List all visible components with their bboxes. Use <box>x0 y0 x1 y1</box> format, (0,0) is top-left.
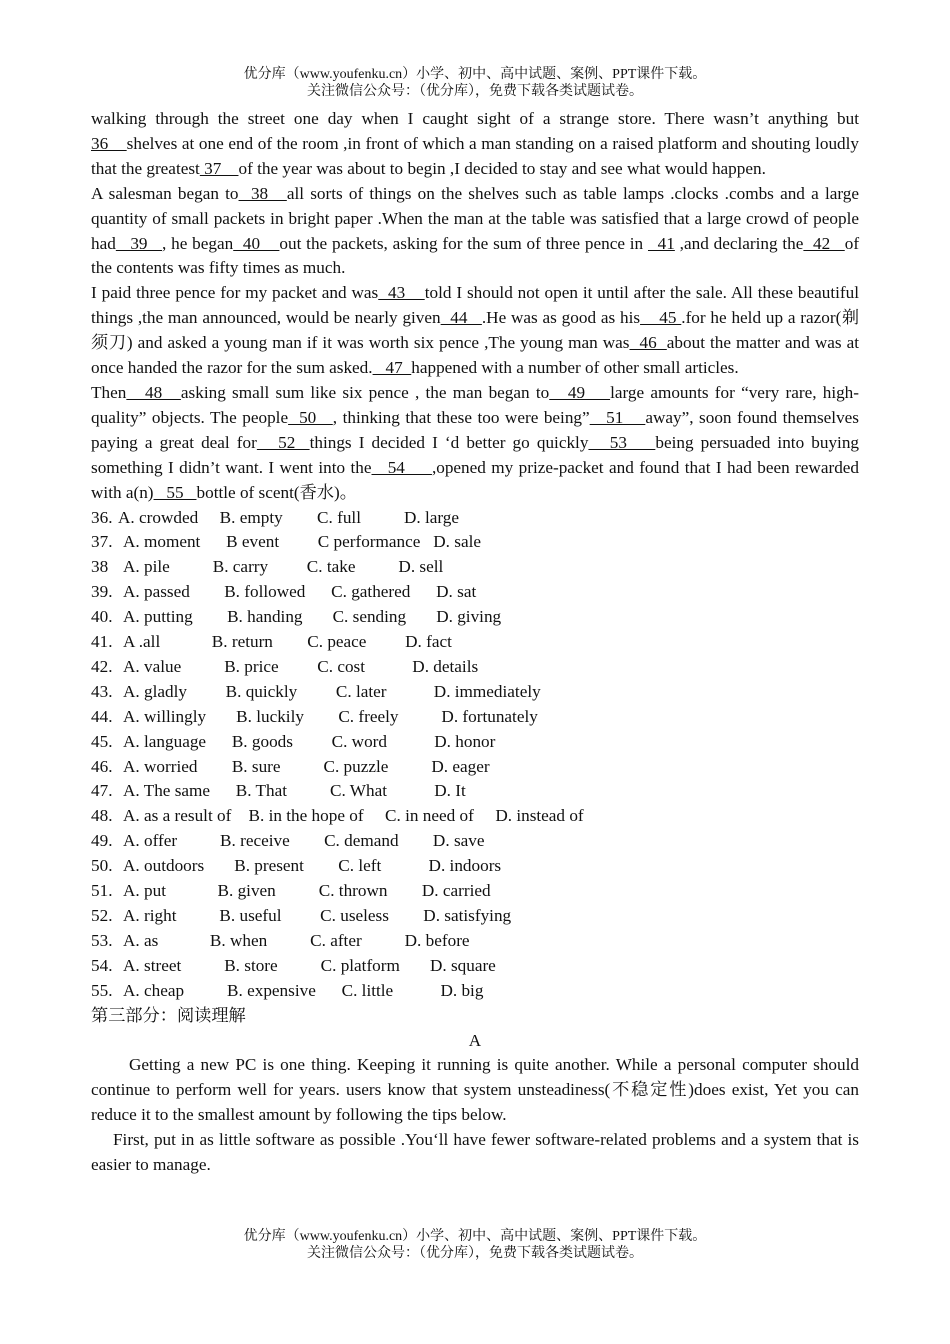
question-options: A. value B. price C. cost D. details <box>123 656 479 676</box>
question-number: 41. <box>91 632 113 652</box>
question-number: 44. <box>91 706 113 726</box>
blank: 38 <box>238 183 287 203</box>
question-row <box>91 630 859 655</box>
blank: 53 <box>588 432 656 452</box>
blank: 52 <box>256 432 310 452</box>
blank: 47 <box>372 358 412 378</box>
blank: 54 <box>371 457 432 477</box>
question-row <box>91 605 859 630</box>
passage-paragraph <box>91 107 859 182</box>
blank: 41 <box>647 233 675 253</box>
question-number: 42. <box>91 656 113 676</box>
question-number: 37. <box>91 532 113 552</box>
question-options: A. moment B event C performance D. sale <box>123 532 481 552</box>
question-row <box>91 904 859 929</box>
passage-text: bottle of scent(香水)。 <box>196 482 357 502</box>
question-options: A. street B. store C. platform D. square <box>123 955 496 975</box>
question-options: A. outdoors B. present C. left D. indoors <box>123 856 502 876</box>
question-options: A. offer B. receive C. demand D. save <box>123 831 485 851</box>
passage-text: walking through the street one day when I caught sight of a strange store. There wasn’t anything but <box>91 109 859 128</box>
question-options: A. The same B. That C. What D. It <box>123 781 466 801</box>
header-line-2: 关注微信公众号：（优分库），免费下载各类试题试卷。 <box>307 84 643 99</box>
question-number: 55. <box>91 980 113 1000</box>
passage-text: .for he held up a razor(剃须刀) and asked a young man if it was worth six pence ,The young man was <box>91 308 860 353</box>
passage-text: about the matter and was at once handed the razor for the sum asked. <box>91 333 859 378</box>
blank: 51 <box>589 407 646 427</box>
blank: 49 <box>549 382 611 402</box>
reading-paragraph: Getting a new PC is one thing. Keeping it running is quite another. While a personal computer should continue to perform well for years. users know that system unsteadiness(不稳定性)does exist, Yet you can reduce it to the smallest amount by following the tips below. <box>91 1055 859 1125</box>
passage-text: asking small sum like six pence , the man began to <box>180 382 550 402</box>
blank: 42 <box>803 233 845 253</box>
question-row <box>91 555 859 580</box>
cloze-questions <box>91 506 859 1004</box>
blank: 46 <box>629 333 667 353</box>
reading-paragraph: First, put in as little software as possible .You‘ll have fewer software-related problems and a system that is easier to manage. <box>91 1130 859 1175</box>
blank: 45 <box>640 308 682 328</box>
blank: 43 <box>378 283 425 303</box>
question-row <box>91 954 859 979</box>
passage-text: things I decided I ‘d better go quickly <box>309 432 589 452</box>
question-options: A. language B. goods C. word D. honor <box>123 731 496 751</box>
passage-text: all sorts of things on the shelves such as table lamps .clocks .combs and a large quantity of small packets in bright paper .When the man at the table was satisfied that a large crowd of people had <box>91 183 859 253</box>
question-row <box>91 580 859 605</box>
passage-text: being persuaded into buying something I didn’t want. I went into the <box>91 432 860 477</box>
blank: 48 <box>126 382 181 402</box>
passage-text: away”, soon found themselves paying a great deal for <box>91 407 859 452</box>
question-number: 46. <box>91 756 113 776</box>
blank: 36 <box>91 133 127 153</box>
blank: 44 <box>440 308 482 328</box>
question-number: 36. <box>91 507 113 527</box>
question-options: A. willingly B. luckily C. freely D. fortunately <box>123 706 538 726</box>
question-number: 48. <box>91 806 113 826</box>
question-number: 53. <box>91 930 113 950</box>
passage-text: shelves at one end of the room ,in front of which a man standing on a raised platform and shouting loudly that the greatest <box>91 133 860 178</box>
question-options: A. pile B. carry C. take D. sell <box>123 557 444 577</box>
passage-text: happened with a number of other small articles. <box>411 358 739 378</box>
question-number: 38 <box>91 557 109 577</box>
question-row <box>91 530 859 555</box>
page-footer <box>0 1228 950 1262</box>
passage-text: told I should not open it until after the sale. All these beautiful things ,the man announced, would be nearly given <box>91 283 859 328</box>
question-row <box>91 879 859 904</box>
section-title: 第三部分：阅读理解 <box>91 1005 246 1025</box>
passage-text: .He was as good as his <box>481 308 641 328</box>
question-options: A. as a result of B. in the hope of C. in need of D. instead of <box>123 806 584 826</box>
question-number: 47. <box>91 781 113 801</box>
question-options: A. put B. given C. thrown D. carried <box>123 881 491 901</box>
blank: 39 <box>115 233 162 253</box>
passage-text: Then <box>91 382 127 402</box>
question-number: 39. <box>91 582 113 602</box>
passage-text: of the year was about to begin ,I decided to stay and see what would happen. <box>238 158 766 178</box>
question-row <box>91 979 859 1004</box>
header-line-1: 优分库（www.youfenku.cn）小学、初中、高中试题、案例、PPT课件下载。 <box>243 67 707 82</box>
question-options: A. worried B. sure C. puzzle D. eager <box>123 756 490 776</box>
question-options: A. crowded B. empty C. full D. large <box>118 507 459 527</box>
question-row <box>91 755 859 780</box>
question-number: 40. <box>91 607 113 627</box>
question-number: 54. <box>91 955 113 975</box>
question-number: 50. <box>91 856 113 876</box>
passage-text: out the packets, asking for the sum of three pence in <box>279 233 648 253</box>
question-row <box>91 730 859 755</box>
passage-text: large amounts for “very rare, high-quality” objects. The people <box>91 382 860 427</box>
question-options: A. cheap B. expensive C. little D. big <box>123 980 484 1000</box>
blank: 37 <box>199 158 239 178</box>
passage-text: ,opened my prize-packet and found that I had been rewarded with a(n) <box>91 457 860 502</box>
passage-paragraph <box>91 381 859 506</box>
question-number: 51. <box>91 881 113 901</box>
question-row <box>91 680 859 705</box>
question-options: A. putting B. handing C. sending D. giving <box>123 607 502 627</box>
question-row <box>91 854 859 879</box>
blank: 50 <box>288 407 333 427</box>
question-number: 43. <box>91 681 113 701</box>
document-body <box>91 107 859 1178</box>
question-row <box>91 804 859 829</box>
question-options: A .all B. return C. peace D. fact <box>123 632 452 652</box>
passage-text: , he began <box>162 233 234 253</box>
question-number: 49. <box>91 831 113 851</box>
passage-text: , thinking that these too were being” <box>332 407 590 427</box>
blank: 55 <box>153 482 197 502</box>
page-header <box>0 66 950 100</box>
passage-paragraph <box>91 281 859 381</box>
question-number: 52. <box>91 906 113 925</box>
question-options: A. passed B. followed C. gathered D. sat <box>123 582 477 602</box>
question-row <box>91 705 859 730</box>
blank: 40 <box>233 233 280 253</box>
footer-line-2: 关注微信公众号：（优分库），免费下载各类试题试卷。 <box>307 1246 643 1261</box>
question-row <box>91 506 859 531</box>
question-row <box>91 929 859 954</box>
footer-line-1: 优分库（www.youfenku.cn）小学、初中、高中试题、案例、PPT课件下载。 <box>243 1229 707 1244</box>
cloze-passage <box>91 107 859 506</box>
question-row <box>91 655 859 680</box>
question-options: A. as B. when C. after D. before <box>123 930 470 950</box>
passage-text: ,and declaring the <box>674 233 804 253</box>
part-label: A <box>468 1030 482 1050</box>
question-number: 45. <box>91 731 113 751</box>
question-options: A. gladly B. quickly C. later D. immediately <box>123 681 541 701</box>
question-row <box>91 829 859 854</box>
passage-paragraph <box>91 182 859 282</box>
question-row <box>91 779 859 804</box>
passage-text: A salesman began to <box>91 183 239 203</box>
question-options: A. right B. useful C. useless D. satisfying <box>123 906 512 925</box>
passage-text: of the contents was fifty times as much. <box>91 233 860 278</box>
passage-text: I paid three pence for my packet and was <box>91 283 379 303</box>
